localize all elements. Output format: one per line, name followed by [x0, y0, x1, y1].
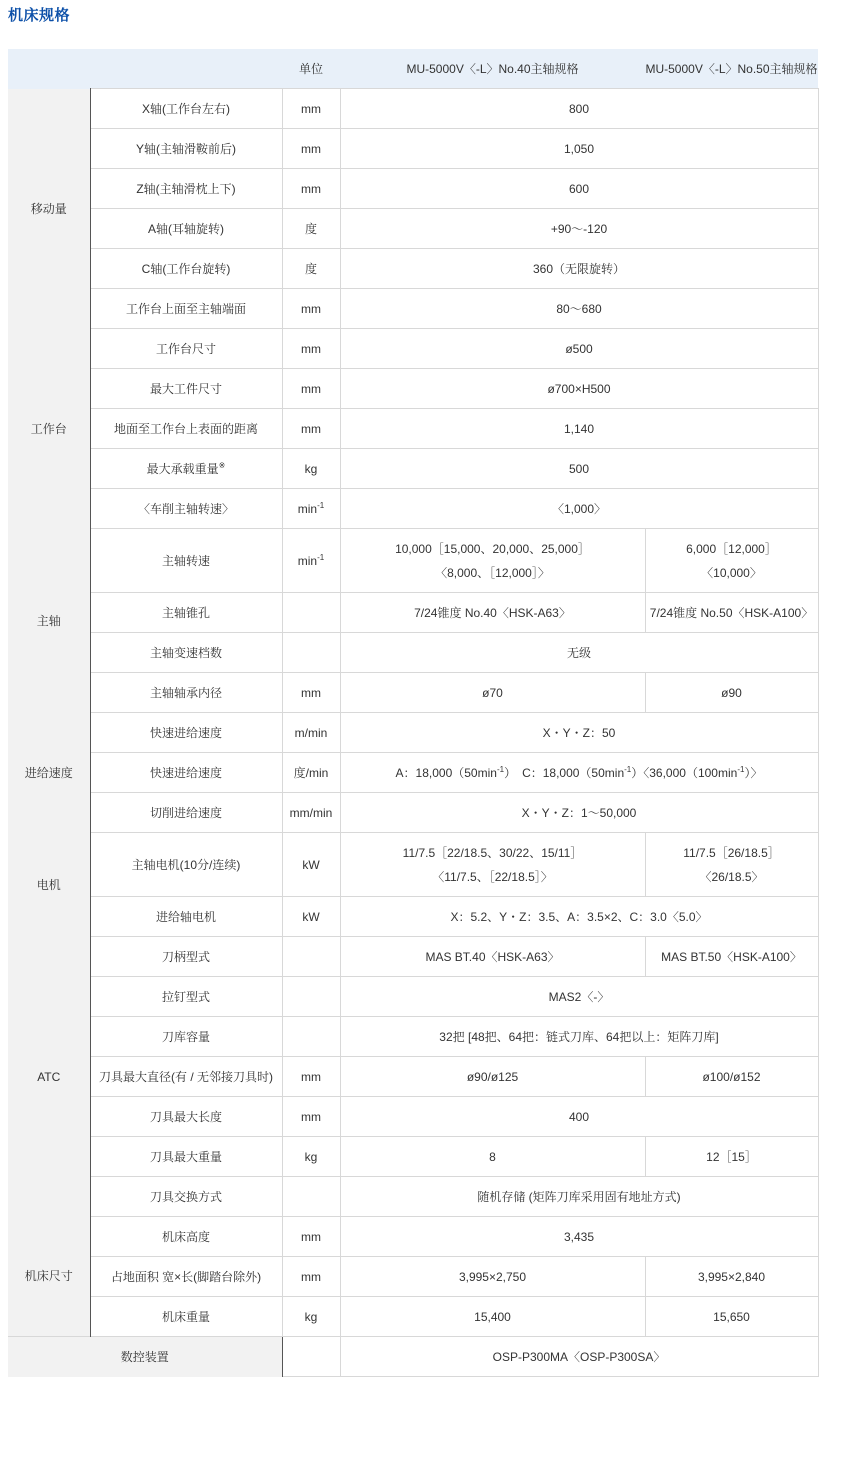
value-line: 11/7.5［22/18.5、30/22、15/11］ [402, 845, 583, 860]
page-title: 机床规格 [8, 7, 71, 24]
row-unit: kW [282, 897, 340, 937]
row-unit: kg [282, 1297, 340, 1337]
table-row [8, 1097, 818, 1137]
row-value: 600 [340, 169, 818, 209]
row-value-a: 8 [340, 1137, 645, 1177]
table-row [8, 633, 818, 673]
row-value: 〈1,000〉 [340, 489, 818, 529]
table-row [8, 1017, 818, 1057]
value-line: 10,000［15,000、20,000、25,000］ [395, 541, 590, 556]
table-row [8, 369, 818, 409]
row-value-b: MAS BT.50〈HSK-A100〉 [645, 937, 818, 977]
table-row [8, 129, 818, 169]
value-part: ）〉 [744, 765, 763, 780]
table-row [8, 249, 818, 289]
row-value: 400 [340, 1097, 818, 1137]
value-line: 〈10,000〉 [701, 565, 762, 580]
row-unit [282, 489, 340, 529]
row-value-b: 15,650 [645, 1297, 818, 1337]
row-value-a: MAS BT.40〈HSK-A63〉 [340, 937, 645, 977]
table-row [8, 209, 818, 249]
row-value: X・Y・Z：50 [340, 713, 818, 753]
row-item: 刀具最大长度 [90, 1097, 282, 1137]
category-feed: 进给速度 [8, 713, 90, 833]
note-mark: ※ [218, 460, 226, 470]
row-item [90, 449, 282, 489]
row-value: 随机存储 (矩阵刀库采用固有地址方式) [340, 1177, 818, 1217]
row-value [340, 753, 818, 793]
row-value-b [645, 833, 818, 897]
row-item: 刀具最大重量 [90, 1137, 282, 1177]
value-part: A：18,000（50min [395, 765, 497, 780]
table-row [8, 1257, 818, 1297]
table-row [8, 713, 818, 753]
footer-label: 数控装置 [8, 1337, 282, 1377]
table-row [8, 1137, 818, 1177]
row-value-a [340, 529, 645, 593]
row-value: 3,435 [340, 1217, 818, 1257]
row-unit: mm [282, 1057, 340, 1097]
unit-exponent: -1 [317, 552, 325, 562]
row-unit: mm [282, 289, 340, 329]
row-item: 进给轴电机 [90, 897, 282, 937]
table-header-row [8, 49, 818, 89]
row-value-a: ø90/ø125 [340, 1057, 645, 1097]
row-value-a [340, 833, 645, 897]
row-item: 刀具交换方式 [90, 1177, 282, 1217]
row-value-a: 15,400 [340, 1297, 645, 1337]
row-unit: mm [282, 369, 340, 409]
table-row [8, 449, 818, 489]
table-row [8, 169, 818, 209]
category-move: 移动量 [8, 89, 90, 329]
row-item: 刀柄型式 [90, 937, 282, 977]
row-item: A轴(耳轴旋转) [90, 209, 282, 249]
row-unit: mm [282, 1097, 340, 1137]
row-item: 刀具最大直径(有 / 无邻接刀具时) [90, 1057, 282, 1097]
row-unit [282, 593, 340, 633]
row-value-a: 3,995×2,750 [340, 1257, 645, 1297]
unit-exponent: -1 [624, 764, 632, 774]
category-table: 工作台 [8, 329, 90, 529]
row-item: 主轴变速档数 [90, 633, 282, 673]
value-part: ）〈36,000（100min [631, 765, 738, 780]
table-row [8, 793, 818, 833]
row-item: 主轴轴承内径 [90, 673, 282, 713]
row-unit [282, 1017, 340, 1057]
row-unit: mm/min [282, 793, 340, 833]
row-unit: mm [282, 409, 340, 449]
row-unit: mm [282, 329, 340, 369]
table-row [8, 1057, 818, 1097]
category-spindle: 主轴 [8, 529, 90, 713]
row-unit: 度 [282, 249, 340, 289]
row-item: 主轴转速 [90, 529, 282, 593]
unit-text: min [297, 501, 318, 516]
row-value: ø700×H500 [340, 369, 818, 409]
value-part: ） C：18,000（50min [504, 765, 625, 780]
category-atc: ATC [8, 937, 90, 1217]
table-row [8, 897, 818, 937]
row-unit: 度 [282, 209, 340, 249]
row-item: 机床重量 [90, 1297, 282, 1337]
table-row [8, 409, 818, 449]
row-value-a: ø70 [340, 673, 645, 713]
unit-text: min [297, 553, 318, 568]
row-item: 切削进给速度 [90, 793, 282, 833]
row-value: X：5.2、Y・Z：3.5、A：3.5×2、C：3.0〈5.0〉 [340, 897, 818, 937]
table-row [8, 673, 818, 713]
row-item: 快速进给速度 [90, 753, 282, 793]
row-value-b: 12［15］ [645, 1137, 818, 1177]
row-item-text: 最大承载重量 [146, 461, 219, 476]
row-value: 32把 [48把、64把：链式刀库、64把以上：矩阵刀库] [340, 1017, 818, 1057]
row-unit [282, 1177, 340, 1217]
row-item: Y轴(主轴滑鞍前后) [90, 129, 282, 169]
row-item: 刀库容量 [90, 1017, 282, 1057]
unit-exponent: -1 [737, 764, 745, 774]
table-row [8, 753, 818, 793]
value-line: 6,000［12,000］ [686, 541, 777, 556]
value-line: 〈8,000、［12,000］〉 [435, 565, 550, 580]
row-item: 最大工件尺寸 [90, 369, 282, 409]
row-value: +90～-120 [340, 209, 818, 249]
row-item: 拉钉型式 [90, 977, 282, 1017]
row-value: X・Y・Z：1～50,000 [340, 793, 818, 833]
table-row [8, 1217, 818, 1257]
table-row [8, 289, 818, 329]
row-item: 地面至工作台上表面的距离 [90, 409, 282, 449]
row-value-b [645, 529, 818, 593]
row-item: C轴(工作台旋转) [90, 249, 282, 289]
row-value: 360（无限旋转） [340, 249, 818, 289]
table-row [8, 529, 818, 593]
row-item: 机床高度 [90, 1217, 282, 1257]
row-unit: kW [282, 833, 340, 897]
row-value-b: ø100/ø152 [645, 1057, 818, 1097]
value-line: 〈26/18.5〉 [699, 869, 764, 884]
row-unit: mm [282, 1257, 340, 1297]
header-blank [8, 49, 282, 89]
header-col-b: MU-5000V〈-L〉No.50主轴规格 [645, 49, 818, 89]
row-item: 主轴电机(10分/连续) [90, 833, 282, 897]
category-motor: 电机 [8, 833, 90, 937]
row-unit: 度/min [282, 753, 340, 793]
footer-unit [282, 1337, 340, 1377]
row-value: 500 [340, 449, 818, 489]
table-row [8, 1177, 818, 1217]
table-row [8, 1297, 818, 1337]
row-item: 工作台尺寸 [90, 329, 282, 369]
table-footer-row [8, 1337, 818, 1377]
footer-value: OSP-P300MA〈OSP-P300SA〉 [340, 1337, 818, 1377]
row-value: 无级 [340, 633, 818, 673]
row-item: 占地面积 宽×长(脚踏台除外) [90, 1257, 282, 1297]
row-value-b: 3,995×2,840 [645, 1257, 818, 1297]
table-row [8, 89, 818, 129]
row-item: 主轴锥孔 [90, 593, 282, 633]
table-row [8, 833, 818, 897]
row-unit: m/min [282, 713, 340, 753]
spec-table [8, 49, 819, 1377]
table-row [8, 329, 818, 369]
row-unit: mm [282, 129, 340, 169]
row-value-b: 7/24锥度 No.50〈HSK-A100〉 [645, 593, 818, 633]
unit-exponent: -1 [496, 764, 505, 774]
row-value: 1,050 [340, 129, 818, 169]
row-item: Z轴(主轴滑枕上下) [90, 169, 282, 209]
row-item: 工作台上面至主轴端面 [90, 289, 282, 329]
row-value: 80～680 [340, 289, 818, 329]
row-unit [282, 937, 340, 977]
row-item: X轴(工作台左右) [90, 89, 282, 129]
row-unit: kg [282, 449, 340, 489]
row-unit: mm [282, 673, 340, 713]
row-item: 〈车削主轴转速〉 [90, 489, 282, 529]
table-row [8, 489, 818, 529]
header-unit: 单位 [282, 49, 340, 89]
unit-exponent: -1 [317, 500, 325, 510]
table-row [8, 937, 818, 977]
value-line: 11/7.5［26/18.5］ [683, 845, 780, 860]
table-row [8, 593, 818, 633]
row-item: 快速进给速度 [90, 713, 282, 753]
row-value: ø500 [340, 329, 818, 369]
table-row [8, 977, 818, 1017]
row-unit: mm [282, 169, 340, 209]
row-unit: kg [282, 1137, 340, 1177]
row-unit [282, 529, 340, 593]
row-value: MAS2〈-〉 [340, 977, 818, 1017]
row-unit: mm [282, 1217, 340, 1257]
value-line: 〈11/7.5、［22/18.5］〉 [432, 869, 553, 884]
row-unit [282, 977, 340, 1017]
row-unit: mm [282, 89, 340, 129]
row-unit [282, 633, 340, 673]
row-value-a: 7/24锥度 No.40〈HSK-A63〉 [340, 593, 645, 633]
category-size: 机床尺寸 [8, 1217, 90, 1337]
row-value-b: ø90 [645, 673, 818, 713]
header-col-a: MU-5000V〈-L〉No.40主轴规格 [340, 49, 645, 89]
row-value: 1,140 [340, 409, 818, 449]
row-value: 800 [340, 89, 818, 129]
